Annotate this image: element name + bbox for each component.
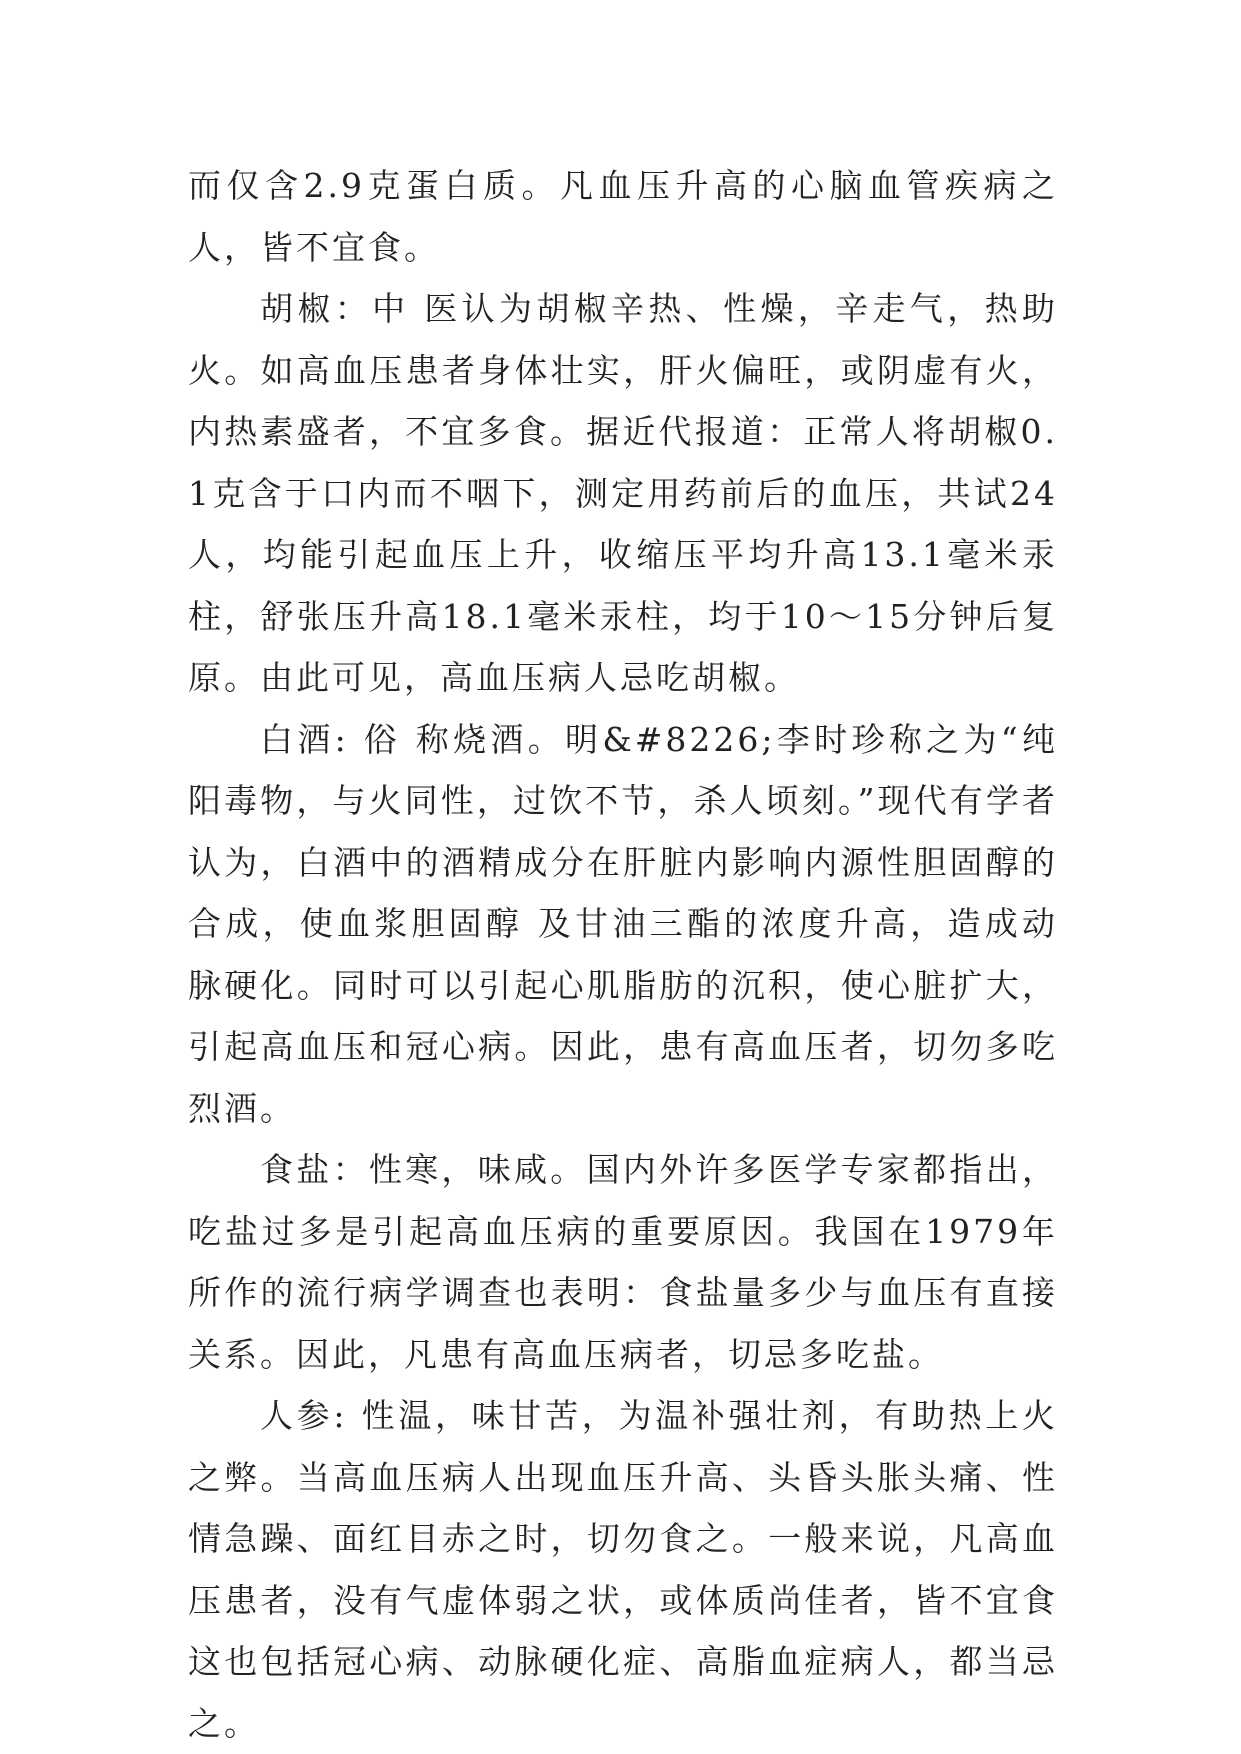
paragraph-ginseng: 人参: 性温，味甘苦，为温补强壮剂，有助热上火之弊。当高血压病人出现血压升高、头昏头胀头痛、性情急躁、面红目赤之时，切勿食之。一般来说，凡高血压患者，没有气虚体弱之状，或体质尚佳者，皆不宜食这也包括冠心病、动脉硬化症、高脂血症病人，都当忌之。 [188,1396,1058,1743]
document-body [188,155,1058,1754]
paragraph-pepper: 胡椒：中 医认为胡椒辛热、性燥，辛走气，热助火。如高血压患者身体壮实，肝火偏旺，或阴虚有火，内热素盛者，不宜多食。据近代报道：正常人将胡椒0.1克含于口内而不咽下，测定用药前后的血压，共试24人，均能引起血压上升，收缩压平均升高13.1毫米汞柱，舒张压升高18.1毫米汞柱，均于10～15分钟后复 原。由此可见，高血压病人忌吃胡椒。 [188,289,1058,697]
paragraph-liquor: 白酒: 俗 称烧酒。明&#8226;李时珍称之为“纯阳毒物，与火同性，过饮不节，杀人顷刻。”现代有学者认为，白酒中的酒精成分在肝脏内影响内源性胆固醇的合成，使血浆胆固醇 及甘油三酯的浓度升高，造成动脉硬化。同时可以引起心肌脂肪的沉积，使心脏扩大，引起高血压和冠心病。因此，患有高血压者，切勿多吃烈酒。 [188,719,1058,1128]
paragraph-protein-note: 而仅含2.9克蛋白质。凡血压升高的心脑血管疾病之人，皆不宜食。 [188,166,1058,267]
paragraph-salt: 食盐：性寒，味咸。国内外许多医学专家都指出，吃盐过多是引起高血压病的重要原因。我国在1979年所作的流行病学调查也表明：食盐量多少与血压有直接关系。因此，凡患有高血压病者，切忌多吃盐。 [188,1150,1058,1374]
